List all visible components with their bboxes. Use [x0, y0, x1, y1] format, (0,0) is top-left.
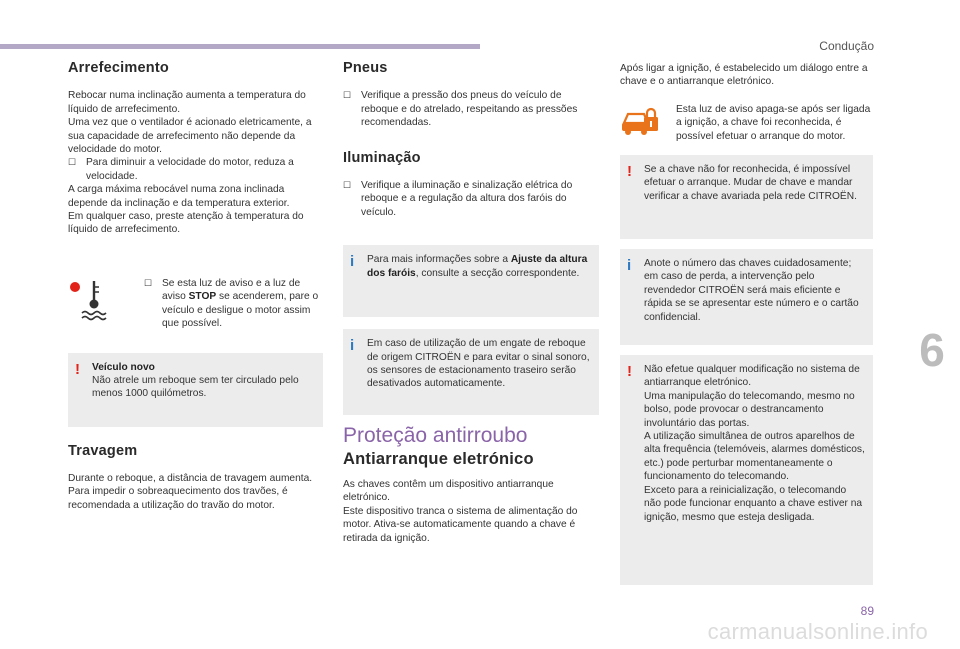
- coolant-lamp-text: Se esta luz de aviso e a luz de aviso STOP se acenderem, pare o veículo e desligue o motor assim que possível.: [162, 277, 319, 330]
- watermark: carmanualsonline.info: [707, 619, 928, 644]
- header-bar: [0, 44, 480, 49]
- chapter-number: 6: [919, 324, 945, 376]
- section-title: Condução: [819, 39, 874, 53]
- immobiliser-lamp-icon: [620, 103, 672, 141]
- modification-text-2: Uma manipulação do telecomando, mesmo no bolso, pode provocar o destrancamento involuntário das portas.: [644, 390, 855, 429]
- modification-text-1: Não efetue qualquer modificação no sistema de antiarranque eletrónico.: [644, 364, 860, 389]
- immobiliser-lamp-row: [620, 103, 873, 143]
- new-vehicle-title: Veículo novo: [92, 361, 155, 373]
- info-icon: i: [627, 257, 632, 275]
- checkbox-bullet-icon: ☐: [144, 277, 153, 288]
- heading-cooling: Arrefecimento: [68, 60, 169, 76]
- lighting-bullet: [343, 179, 599, 219]
- coolant-lamp-row: [68, 277, 323, 331]
- checkbox-bullet-icon: ☐: [68, 157, 77, 168]
- immobiliser-intro: Após ligar a ignição, é estabelecido um diálogo entre a chave e o antiarranque eletrónico.: [620, 63, 868, 88]
- key-number-info-text: Anote o número das chaves cuidadosamente; em caso de perda, a intervenção pelo revendedor CITROËN será mais eficiente e rápida se se apresentar este número e o cartão confidencial.: [644, 258, 859, 323]
- info-icon: i: [350, 253, 355, 271]
- new-vehicle-text: Não atrele um reboque sem ter circulado pelo menos 1000 quilómetros.: [92, 374, 299, 400]
- heading-immobiliser: Antiarranque eletrónico: [343, 449, 534, 468]
- heading-lighting: Iluminação: [343, 149, 421, 166]
- cooling-text-4: Em qualquer caso, preste atenção à temperatura do líquido de arrefecimento.: [68, 211, 304, 236]
- new-vehicle-warning: [68, 353, 323, 427]
- heading-tyres: Pneus: [343, 60, 388, 76]
- heading-braking: Travagem: [68, 442, 138, 459]
- heading-antitheft: Proteção antirroubo: [343, 424, 528, 448]
- immobiliser-lamp-text: Esta luz de aviso apaga-se após ser ligada a ignição, a chave foi reconhecida, é possível efetuar o arranque do motor.: [676, 103, 871, 142]
- immobiliser-text-1: As chaves contêm um dispositivo antiarranque eletrónico.: [343, 479, 554, 504]
- braking-text-1: Durante o reboque, a distância de travagem aumenta.: [68, 472, 313, 484]
- modification-text-4: Exceto para a reinicialização, o telecomando não pode funcionar enquanto a chave estiver na ignição, mesmo que esteja desligada.: [644, 484, 863, 523]
- headlamp-info: [343, 245, 599, 317]
- braking-text-2: Para impedir o sobreaquecimento dos travões, é recomendada a utilização do travão do motor.: [68, 486, 288, 511]
- tyres-bullet: [343, 89, 599, 129]
- checkbox-bullet-icon: ☐: [343, 90, 352, 101]
- cooling-text-2: Uma vez que o ventilador é acionado eletricamente, a sua capacidade de arrefecimento não depende da velocidade do motor.: [68, 117, 312, 156]
- column-2: [343, 62, 599, 545]
- column-1: [68, 62, 323, 512]
- modification-text-3: A utilização simultânea de outros aparelhos de alta frequência (telemóveis, alarmes domésticos, etc.) pode perturbar momentaneamente o funcionamento do telecomando.: [644, 431, 865, 483]
- lighting-bullet-text: Verifique a iluminação e sinalização elétrica do reboque e a regulação da altura dos faróis do veículo.: [361, 180, 573, 218]
- towbar-info-text: Em caso de utilização de um engate de reboque de origem CITROËN e para evitar o sinal sonoro, os sensores de estacionamento traseiro serão desativados automaticamente.: [367, 338, 590, 390]
- towbar-info: [343, 329, 599, 415]
- cooling-text-3: A carga máxima rebocável numa zona inclinada depende da inclinação e da temperatura exterior.: [68, 184, 290, 209]
- page-number: 89: [860, 604, 874, 618]
- headlamp-info-text: Para mais informações sobre a Ajuste da altura dos faróis, consulte a secção correspondente.: [367, 254, 588, 279]
- warning-icon: !: [627, 163, 632, 181]
- cooling-text-1: Rebocar numa inclinação aumenta a temperatura do líquido de arrefecimento.: [68, 90, 306, 115]
- modification-warning: [620, 355, 873, 585]
- key-warning-text: Se a chave não for reconhecida, é impossível efetuar o arranque. Mudar de chave e mandar verificar a chave avariada pela rede CITROËN.: [644, 164, 857, 202]
- coolant-temperature-icon: [68, 277, 128, 325]
- column-3: [620, 62, 873, 585]
- warning-icon: !: [627, 363, 632, 381]
- tyres-bullet-text: Verifique a pressão dos pneus do veículo de reboque e do atrelado, respeitando as pressões recomendadas.: [361, 90, 578, 129]
- immobiliser-text-2: Este dispositivo tranca o sistema de alimentação do motor. Ativa-se automaticamente quando a chave é retirada da ignição.: [343, 505, 578, 544]
- warning-icon: !: [75, 360, 80, 378]
- coolant-lamp-bullet: [144, 277, 323, 331]
- cooling-bullet-text: Para diminuir a velocidade do motor, reduza a velocidade.: [86, 157, 294, 182]
- cooling-bullet: [68, 156, 323, 183]
- checkbox-bullet-icon: ☐: [343, 180, 352, 191]
- key-number-info: [620, 249, 873, 345]
- key-not-recognised-warning: [620, 155, 873, 239]
- info-icon: i: [350, 337, 355, 355]
